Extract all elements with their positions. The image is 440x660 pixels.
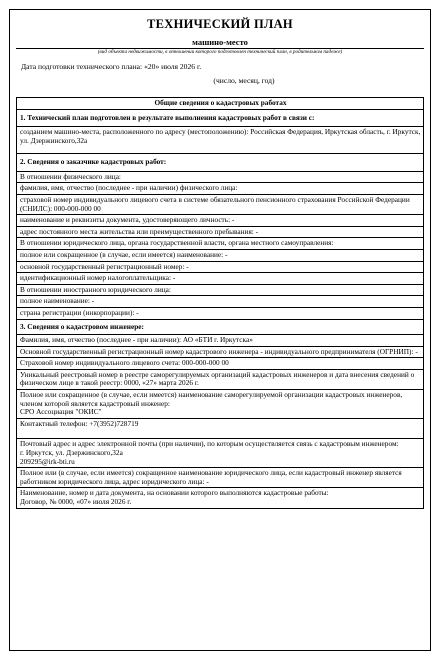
object-type-note: (вид объекта недвижимости, в отношении которого подготовлен технический план, в родительном падеже) [97, 49, 343, 55]
table-row [17, 439, 424, 468]
table-row [17, 390, 424, 419]
engineer-row: Наименование, номер и дата документа, на основании которого выполняются кадастровые работы: Договор, № 0000, «07» июля 2026 г. [17, 488, 424, 508]
section1-text: созданием машино-места, расположенного по адресу (местоположению): Российская Федерация, Иркутская область, г. Иркутск, ул. Дзержинского,32а [17, 127, 424, 154]
table-row [17, 183, 424, 195]
table-row [17, 488, 424, 508]
date-hint: (число, месяц, год) [213, 76, 275, 85]
table-row [17, 335, 424, 347]
cadastral-works-table [16, 97, 424, 509]
engineer-row: Почтовый адрес и адрес электронной почты (при наличии), по которым осуществляется связь с кадастровым инженером: г. Иркутск, ул. Дзержинского,32а 209295@irk-bti.ru [17, 439, 424, 468]
engineer-row: Страховой номер индивидуального лицевого счета: 000-000-000 00 [17, 358, 424, 370]
customer-row: В отношении физического лица: [17, 171, 424, 183]
customer-row: адрес постоянного места жительства или преимущественного пребывания: - [17, 226, 424, 238]
customer-row: В отношении юридического лица, органа государственной власти, органа местного самоуправления: [17, 238, 424, 250]
table-row [17, 215, 424, 227]
object-type: машино-место [192, 37, 248, 47]
table-row [17, 284, 424, 296]
section2-title: 2. Сведения о заказчике кадастровых работ: [17, 154, 424, 172]
engineer-row: Полное или (в случае, если имеется) сокращенное наименование юридического лица, если кадастровый инженер является работником юридического лица, адрес юридического лица: - [17, 468, 424, 488]
table-row [17, 369, 424, 389]
table-row [17, 307, 424, 319]
section1-title: 1. Технический план подготовлен в результате выполнения кадастровых работ в связи с: [17, 109, 424, 127]
table-row [17, 171, 424, 183]
preparation-date: Дата подготовки технического плана: «20» июля 2026 г. [21, 62, 202, 71]
table-row [17, 238, 424, 250]
customer-row: В отношении иностранного юридического лица: [17, 284, 424, 296]
table-row [17, 109, 424, 127]
table-row [17, 319, 424, 335]
section3-title: 3. Сведения о кадастровом инженере: [17, 319, 424, 335]
table-row [17, 127, 424, 154]
customer-row: полное или сокращенное (в случае, если имеется) наименование: - [17, 249, 424, 261]
customer-row: полное наименование: - [17, 296, 424, 308]
customer-row: основной государственный регистрационный номер: - [17, 261, 424, 273]
customer-row: фамилия, имя, отчество (последнее - при наличии) физического лица: [17, 183, 424, 195]
table-row [17, 154, 424, 172]
table-row [17, 346, 424, 358]
table-row [17, 98, 424, 110]
table-row [17, 468, 424, 488]
engineer-row: Уникальный реестровый номер в реестре саморегулируемых организаций кадастровых инженеров и дата внесения сведений о физическом лице в такой реестр: 0000, «27» марта 2026 г. [17, 369, 424, 389]
document-frame [9, 9, 431, 651]
engineer-row: Контактный телефон: +7(3952)728719 [17, 418, 424, 439]
customer-row: страховой номер индивидуального лицевого счета в системе обязательного пенсионного страхования Российской Федерации (СНИЛС): 000-000-000 00 [17, 194, 424, 214]
general-heading: Общие сведения о кадастровых работах [17, 98, 424, 110]
table-row [17, 249, 424, 261]
table-row [17, 194, 424, 214]
table-row [17, 418, 424, 439]
table-row [17, 226, 424, 238]
customer-row: наименование и реквизиты документа, удостоверяющего личность: - [17, 215, 424, 227]
engineer-row: Основной государственный регистрационный номер кадастрового инженера - индивидуального предпринимателя (ОГРНИП): - [17, 346, 424, 358]
customer-row: страна регистрации (инкорпорации): - [17, 307, 424, 319]
engineer-row: Полное или сокращенное (в случае, если имеется) наименование саморегулируемой организации кадастровых инженеров, членом которой является кадастровый инженер: СРО Ассоциация "ОКИС" [17, 390, 424, 419]
engineer-row: Фамилия, имя, отчество (последнее - при наличии): АО «БТИ г. Иркутска» [17, 335, 424, 347]
document-title: ТЕХНИЧЕСКИЙ ПЛАН [147, 17, 293, 31]
table-row [17, 261, 424, 273]
table-row [17, 358, 424, 370]
table-row [17, 296, 424, 308]
customer-row: идентификационный номер налогоплательщика: - [17, 273, 424, 285]
table-row [17, 273, 424, 285]
